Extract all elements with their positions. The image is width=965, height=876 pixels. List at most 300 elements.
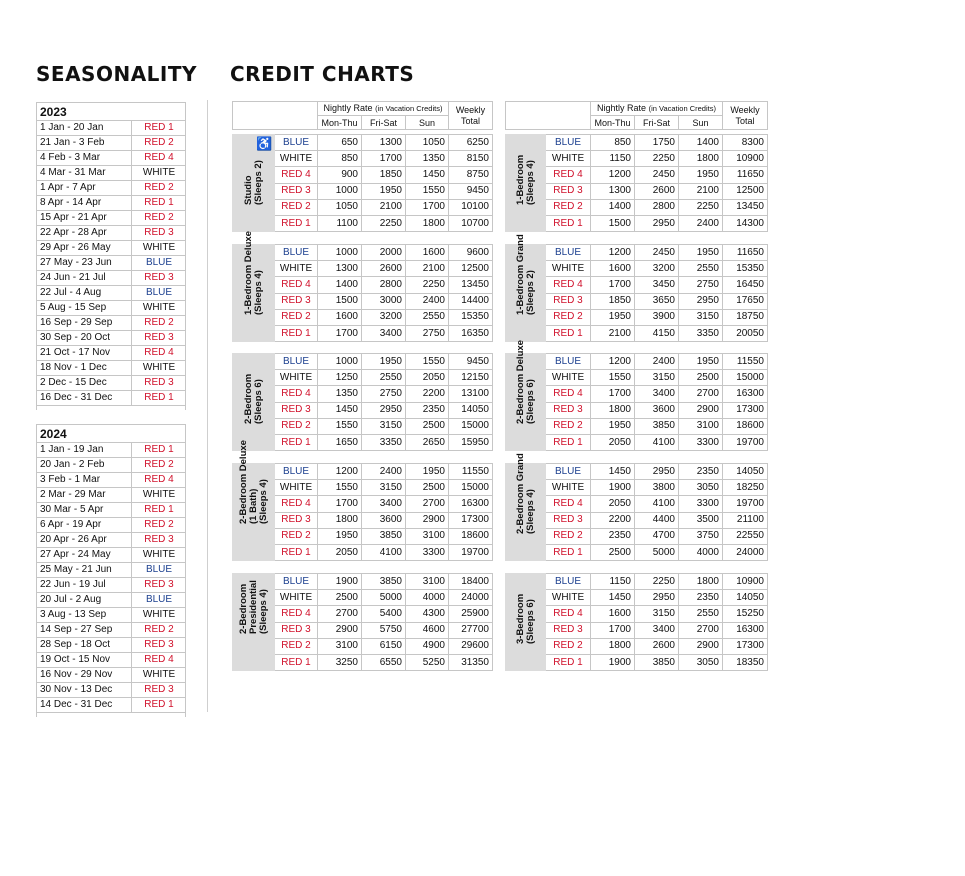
season-tier: RED 1 — [132, 503, 186, 518]
sun-value: 2550 — [679, 606, 723, 622]
fri-sat-value: 3200 — [635, 261, 679, 277]
sun-value: 2700 — [406, 496, 449, 512]
weekly-total-value: 14300 — [723, 215, 768, 231]
season-dates: 1 Jan - 19 Jan — [37, 443, 132, 458]
mon-thu-value: 2100 — [591, 325, 635, 341]
weekly-total-value: 6250 — [449, 135, 493, 151]
season-row — [37, 608, 186, 623]
sun-value: 2950 — [679, 293, 723, 309]
season-row — [37, 331, 186, 346]
season-row — [37, 196, 186, 211]
weekly-total-value: 24000 — [449, 590, 493, 606]
fri-sat-value: 3850 — [635, 418, 679, 434]
season-dates: 1 Apr - 7 Apr — [37, 181, 132, 196]
season-year: 2024 — [37, 425, 186, 443]
season-row — [37, 473, 186, 488]
tier-label: RED 2 — [546, 638, 591, 654]
sun-value: 1800 — [679, 151, 723, 167]
sun-value: 3050 — [679, 480, 723, 496]
tier-label: BLUE — [275, 354, 318, 370]
mon-thu-value: 1350 — [318, 386, 362, 402]
mon-thu-value: 2050 — [591, 434, 635, 450]
sun-value: 1800 — [406, 215, 449, 231]
mon-thu-value: 1400 — [591, 199, 635, 215]
rate-row — [506, 135, 768, 151]
unit-credit-table — [505, 453, 768, 561]
sun-value: 2100 — [679, 183, 723, 199]
mon-thu-value: 1100 — [318, 215, 362, 231]
mon-thu-value: 2500 — [318, 590, 362, 606]
tier-label: RED 2 — [546, 309, 591, 325]
mon-thu-value: 1400 — [318, 277, 362, 293]
tier-label: RED 4 — [546, 167, 591, 183]
tier-label: RED 4 — [275, 386, 318, 402]
season-tier: RED 4 — [132, 473, 186, 488]
fri-sat-value: 3800 — [635, 480, 679, 496]
season-dates: 21 Oct - 17 Nov — [37, 346, 132, 361]
season-row — [37, 563, 186, 578]
tier-label: RED 4 — [546, 386, 591, 402]
fri-sat-value: 2600 — [635, 183, 679, 199]
season-row — [37, 121, 186, 136]
rate-row — [233, 245, 493, 261]
weekly-total-value: 11550 — [723, 354, 768, 370]
season-tier: WHITE — [132, 301, 186, 316]
fri-sat-value: 4100 — [362, 544, 406, 560]
rate-row — [506, 574, 768, 590]
sun-value: 2250 — [406, 277, 449, 293]
unit-credit-table — [232, 353, 493, 451]
season-dates: 3 Aug - 13 Sep — [37, 608, 132, 623]
unit-credit-table — [505, 340, 768, 451]
weekly-total-value: 11550 — [449, 464, 493, 480]
sun-value: 5250 — [406, 654, 449, 670]
mon-thu-value: 2200 — [591, 512, 635, 528]
season-tier: WHITE — [132, 488, 186, 503]
weekly-total-value: 15000 — [449, 418, 493, 434]
weekly-total-value: 31350 — [449, 654, 493, 670]
tier-label: BLUE — [275, 574, 318, 590]
fri-sat-value: 4400 — [635, 512, 679, 528]
fri-sat-value: 2550 — [362, 370, 406, 386]
season-row — [37, 166, 186, 181]
weekly-total-label: Weekly Total — [449, 102, 493, 130]
mon-thu-value: 1900 — [591, 654, 635, 670]
weekly-total-value: 14050 — [723, 590, 768, 606]
mon-thu-value: 1600 — [591, 606, 635, 622]
sun-value: 3100 — [406, 528, 449, 544]
fri-sat-value: 2950 — [635, 215, 679, 231]
season-row — [37, 488, 186, 503]
mon-thu-value: 1450 — [591, 464, 635, 480]
sun-value: 2400 — [406, 293, 449, 309]
weekly-total-value: 18350 — [723, 654, 768, 670]
season-dates: 22 Jun - 19 Jul — [37, 578, 132, 593]
season-row — [37, 638, 186, 653]
weekly-total-value: 16300 — [449, 496, 493, 512]
mon-thu-value: 1050 — [318, 199, 362, 215]
sun-value: 3300 — [406, 544, 449, 560]
sun-value: 1450 — [406, 167, 449, 183]
season-tier: WHITE — [132, 608, 186, 623]
unit-label: 1-Bedroom (Sleeps 4) — [506, 135, 546, 232]
left-header-table — [232, 101, 493, 130]
mon-thu-value: 1900 — [318, 574, 362, 590]
season-dates: 1 Jan - 20 Jan — [37, 121, 132, 136]
mon-thu-value: 1500 — [591, 215, 635, 231]
mon-thu-value: 2350 — [591, 528, 635, 544]
sun-value: 1350 — [406, 151, 449, 167]
weekly-total-value: 24000 — [723, 544, 768, 560]
weekly-total-value: 8300 — [723, 135, 768, 151]
tier-label: RED 2 — [546, 418, 591, 434]
unit-credit-table — [505, 234, 768, 342]
sun-value: 2350 — [406, 402, 449, 418]
season-tier: WHITE — [132, 668, 186, 683]
tier-label: RED 4 — [546, 496, 591, 512]
weekly-total-value: 15350 — [449, 309, 493, 325]
weekly-total-value: 15000 — [449, 480, 493, 496]
sun-value: 2050 — [406, 370, 449, 386]
mon-thu-value: 1450 — [591, 590, 635, 606]
tier-label: RED 3 — [275, 622, 318, 638]
season-row — [37, 443, 186, 458]
sun-value: 3100 — [406, 574, 449, 590]
tier-label: RED 2 — [275, 528, 318, 544]
season-row — [37, 458, 186, 473]
mon-thu-value: 1950 — [591, 418, 635, 434]
weekly-total-value: 18600 — [723, 418, 768, 434]
tier-label: RED 3 — [546, 183, 591, 199]
tier-label: WHITE — [546, 151, 591, 167]
season-dates: 20 Jan - 2 Feb — [37, 458, 132, 473]
fri-sat-value: 4700 — [635, 528, 679, 544]
mon-thu-value: 1550 — [318, 418, 362, 434]
section-divider — [207, 100, 208, 712]
tier-label: RED 3 — [546, 293, 591, 309]
season-row — [37, 136, 186, 151]
season-row — [37, 668, 186, 683]
tier-label: RED 1 — [546, 215, 591, 231]
sun-value: 3750 — [679, 528, 723, 544]
fri-sat-value: 3150 — [635, 606, 679, 622]
sun-value: 2900 — [406, 512, 449, 528]
tier-label: WHITE — [546, 480, 591, 496]
fri-sat-value: 2450 — [635, 167, 679, 183]
season-dates: 14 Dec - 31 Dec — [37, 698, 132, 713]
mon-thu-value: 1650 — [318, 434, 362, 450]
mon-thu-value: 1250 — [318, 370, 362, 386]
season-dates: 27 May - 23 Jun — [37, 256, 132, 271]
weekly-total-value: 15350 — [723, 261, 768, 277]
tier-label: RED 3 — [546, 402, 591, 418]
weekly-total-value: 29600 — [449, 638, 493, 654]
season-row — [37, 548, 186, 563]
season-row — [37, 503, 186, 518]
sun-value: 2350 — [679, 464, 723, 480]
rate-row — [506, 245, 768, 261]
season-tier: BLUE — [132, 593, 186, 608]
fri-sat-value: 3850 — [635, 654, 679, 670]
weekly-total-value: 17300 — [449, 512, 493, 528]
season-row — [37, 623, 186, 638]
weekly-total-value: 17650 — [723, 293, 768, 309]
fri-sat-value: 5000 — [362, 590, 406, 606]
tier-label: WHITE — [546, 590, 591, 606]
fri-sat-value: 1950 — [362, 183, 406, 199]
tier-label: WHITE — [546, 261, 591, 277]
season-dates: 16 Dec - 31 Dec — [37, 391, 132, 406]
sun-value: 2400 — [679, 215, 723, 231]
tier-label: RED 3 — [546, 622, 591, 638]
season-dates: 25 May - 21 Jun — [37, 563, 132, 578]
weekly-total-value: 20050 — [723, 325, 768, 341]
tier-label: RED 1 — [546, 544, 591, 560]
tier-label: WHITE — [275, 151, 318, 167]
unit-label: 2-Bedroom (Sleeps 6) — [233, 354, 275, 451]
season-dates: 3 Feb - 1 Mar — [37, 473, 132, 488]
season-tier: RED 3 — [132, 533, 186, 548]
sun-value: 2250 — [679, 199, 723, 215]
weekly-total-value: 19700 — [723, 496, 768, 512]
season-row — [37, 241, 186, 256]
mon-thu-value: 1800 — [591, 638, 635, 654]
season-row — [37, 533, 186, 548]
mon-thu-value: 850 — [318, 151, 362, 167]
weekly-total-value: 10100 — [449, 199, 493, 215]
season-row — [37, 256, 186, 271]
unit-label: 2-Bedroom Grand (Sleeps 4) — [506, 464, 546, 561]
season-tier: RED 3 — [132, 683, 186, 698]
season-dates: 4 Feb - 3 Mar — [37, 151, 132, 166]
mon-thu-value: 1800 — [318, 512, 362, 528]
tier-label: BLUE — [546, 245, 591, 261]
weekly-total-value: 9450 — [449, 183, 493, 199]
fri-sat-value: 1850 — [362, 167, 406, 183]
fri-sat-value: 2400 — [362, 464, 406, 480]
fri-sat-value: 2250 — [635, 574, 679, 590]
season-dates: 16 Nov - 29 Nov — [37, 668, 132, 683]
tier-label: BLUE — [546, 135, 591, 151]
fri-sat-value: 6150 — [362, 638, 406, 654]
sun-value: 4600 — [406, 622, 449, 638]
weekly-total-value: 21100 — [723, 512, 768, 528]
season-dates: 6 Apr - 19 Apr — [37, 518, 132, 533]
season-row — [37, 361, 186, 376]
tier-label: RED 2 — [275, 418, 318, 434]
tier-label: RED 4 — [546, 277, 591, 293]
sun-label: Sun — [406, 116, 449, 130]
fri-sat-value: 2950 — [635, 590, 679, 606]
mon-thu-value: 1500 — [318, 293, 362, 309]
sun-value: 1550 — [406, 354, 449, 370]
sun-value: 3500 — [679, 512, 723, 528]
sun-value: 2650 — [406, 434, 449, 450]
rate-row — [233, 135, 493, 151]
mon-thu-value: 1550 — [591, 370, 635, 386]
season-table-2023 — [36, 102, 186, 410]
unit-label: 1-Bedroom Grand (Sleeps 2) — [506, 245, 546, 342]
mon-thu-value: 1150 — [591, 151, 635, 167]
tier-label: RED 1 — [275, 325, 318, 341]
season-tier: BLUE — [132, 256, 186, 271]
fri-sat-value: 5750 — [362, 622, 406, 638]
sun-value: 1700 — [406, 199, 449, 215]
weekly-total-value: 18600 — [449, 528, 493, 544]
sun-value: 1600 — [406, 245, 449, 261]
rate-row — [233, 354, 493, 370]
unit-credit-table — [232, 134, 493, 232]
mon-thu-value: 1200 — [591, 245, 635, 261]
season-row — [37, 286, 186, 301]
tier-label: BLUE — [275, 245, 318, 261]
season-dates: 20 Apr - 26 Apr — [37, 533, 132, 548]
season-row — [37, 301, 186, 316]
season-tier: RED 2 — [132, 623, 186, 638]
unit-credit-table — [232, 231, 493, 342]
fri-sat-value: 2750 — [362, 386, 406, 402]
weekly-total-value: 16300 — [723, 386, 768, 402]
season-table-2024 — [36, 424, 186, 717]
tier-label: RED 2 — [275, 199, 318, 215]
mon-thu-value: 1950 — [591, 309, 635, 325]
sun-label: Sun — [679, 116, 723, 130]
fri-sat-value: 2950 — [362, 402, 406, 418]
season-tier: RED 3 — [132, 638, 186, 653]
weekly-total-value: 15950 — [449, 434, 493, 450]
mon-thu-value: 1850 — [591, 293, 635, 309]
tier-label: WHITE — [275, 590, 318, 606]
rate-row — [233, 464, 493, 480]
tier-label: RED 4 — [546, 606, 591, 622]
season-dates: 19 Oct - 15 Nov — [37, 653, 132, 668]
sun-value: 4000 — [406, 590, 449, 606]
sun-value: 2900 — [679, 638, 723, 654]
season-tier: RED 3 — [132, 226, 186, 241]
mon-thu-value: 1950 — [318, 528, 362, 544]
fri-sat-value: 2600 — [635, 638, 679, 654]
tier-label: RED 4 — [275, 167, 318, 183]
season-row — [37, 593, 186, 608]
sun-value: 1950 — [679, 245, 723, 261]
season-row — [37, 376, 186, 391]
tier-label: RED 3 — [275, 183, 318, 199]
mon-thu-value: 1550 — [318, 480, 362, 496]
season-tier: WHITE — [132, 361, 186, 376]
season-tier: RED 4 — [132, 653, 186, 668]
tier-label: BLUE — [546, 354, 591, 370]
tier-label: RED 4 — [275, 606, 318, 622]
fri-sat-value: 3150 — [362, 480, 406, 496]
weekly-total-value: 8150 — [449, 151, 493, 167]
sun-value: 1400 — [679, 135, 723, 151]
fri-sat-value: 5400 — [362, 606, 406, 622]
season-tier: RED 4 — [132, 346, 186, 361]
season-tier: RED 3 — [132, 376, 186, 391]
weekly-total-value: 13450 — [723, 199, 768, 215]
weekly-total-value: 18750 — [723, 309, 768, 325]
sun-value: 1550 — [406, 183, 449, 199]
sun-value: 3300 — [679, 434, 723, 450]
sun-value: 2900 — [679, 402, 723, 418]
sun-value: 2550 — [679, 261, 723, 277]
weekly-total-value: 19700 — [449, 544, 493, 560]
season-tier: RED 1 — [132, 391, 186, 406]
fri-sat-value: 1300 — [362, 135, 406, 151]
fri-sat-value: 3850 — [362, 574, 406, 590]
unit-credit-table — [505, 134, 768, 232]
fri-sat-value: 3600 — [362, 512, 406, 528]
mon-thu-value: 1600 — [591, 261, 635, 277]
tier-label: RED 1 — [275, 654, 318, 670]
weekly-total-value: 10700 — [449, 215, 493, 231]
sun-value: 2500 — [406, 418, 449, 434]
season-dates: 30 Nov - 13 Dec — [37, 683, 132, 698]
weekly-total-value: 17300 — [723, 638, 768, 654]
sun-value: 3050 — [679, 654, 723, 670]
fri-sat-label: Fri-Sat — [635, 116, 679, 130]
sun-value: 2500 — [406, 480, 449, 496]
sun-value: 3300 — [679, 496, 723, 512]
season-row — [37, 271, 186, 286]
sun-value: 2750 — [406, 325, 449, 341]
weekly-total-value: 19700 — [723, 434, 768, 450]
weekly-total-value: 27700 — [449, 622, 493, 638]
fri-sat-value: 3350 — [362, 434, 406, 450]
sun-value: 3350 — [679, 325, 723, 341]
season-tier: WHITE — [132, 241, 186, 256]
sun-value: 2500 — [679, 370, 723, 386]
fri-sat-value: 2000 — [362, 245, 406, 261]
mon-thu-value: 1700 — [318, 325, 362, 341]
season-dates: 2 Dec - 15 Dec — [37, 376, 132, 391]
mon-thu-value: 1300 — [591, 183, 635, 199]
weekly-total-value: 14400 — [449, 293, 493, 309]
weekly-total-value: 10900 — [723, 574, 768, 590]
mon-thu-label: Mon-Thu — [591, 116, 635, 130]
mon-thu-value: 1450 — [318, 402, 362, 418]
tier-label: RED 3 — [275, 512, 318, 528]
season-dates: 8 Apr - 14 Apr — [37, 196, 132, 211]
unit-label: 2-Bedroom Deluxe (1 Bath) (Sleeps 4) — [233, 464, 275, 561]
sun-value: 2200 — [406, 386, 449, 402]
unit-label: 3-Bedroom (Sleeps 6) — [506, 574, 546, 671]
fri-sat-value: 3400 — [362, 325, 406, 341]
season-row — [37, 346, 186, 361]
sun-value: 2550 — [406, 309, 449, 325]
fri-sat-value: 3000 — [362, 293, 406, 309]
fri-sat-value: 4150 — [635, 325, 679, 341]
fri-sat-value: 2100 — [362, 199, 406, 215]
unit-label: 2-Bedroom Presidential (Sleeps 4) — [233, 574, 275, 671]
right-header-table — [505, 101, 768, 130]
fri-sat-value: 1950 — [362, 354, 406, 370]
sun-value: 2700 — [679, 622, 723, 638]
tier-label: RED 3 — [546, 512, 591, 528]
season-dates: 21 Jan - 3 Feb — [37, 136, 132, 151]
fri-sat-value: 2450 — [635, 245, 679, 261]
season-tier: RED 3 — [132, 578, 186, 593]
fri-sat-value: 3900 — [635, 309, 679, 325]
mon-thu-value: 900 — [318, 167, 362, 183]
weekly-total-value: 18250 — [723, 480, 768, 496]
mon-thu-value: 2050 — [318, 544, 362, 560]
sun-value: 4900 — [406, 638, 449, 654]
weekly-total-value: 22550 — [723, 528, 768, 544]
fri-sat-value: 3450 — [635, 277, 679, 293]
tier-label: RED 2 — [275, 638, 318, 654]
mon-thu-value: 1700 — [318, 496, 362, 512]
